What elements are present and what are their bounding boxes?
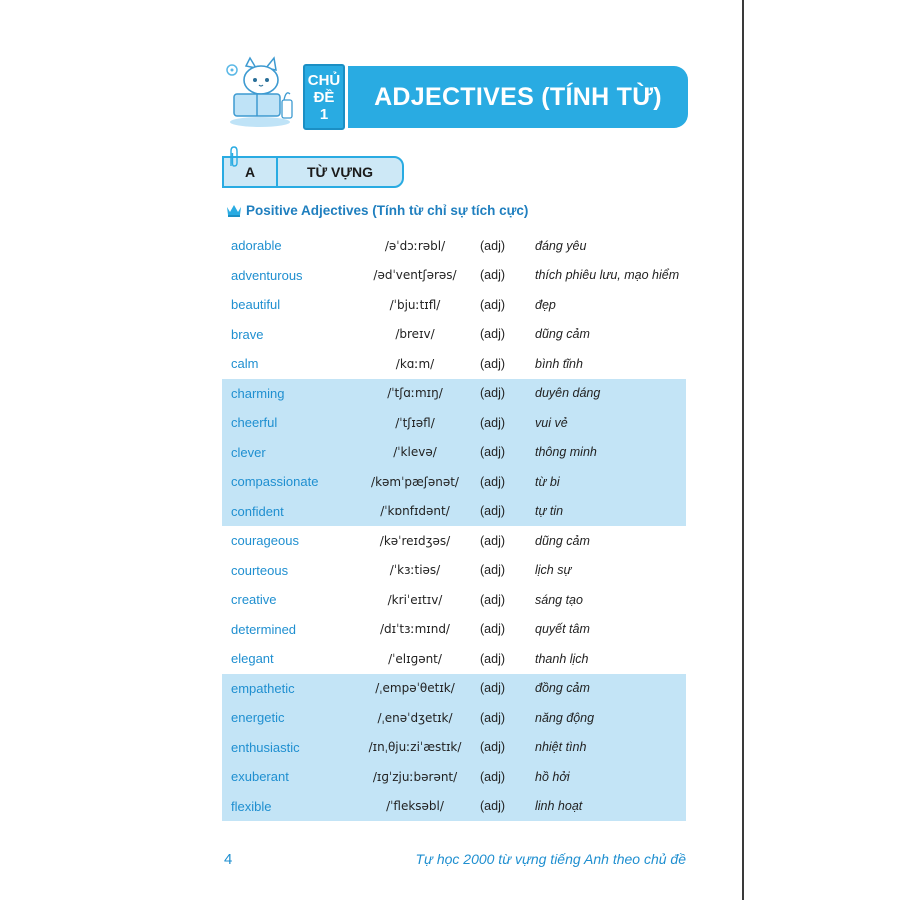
vocab-pos: (adj): [480, 563, 506, 578]
vocab-pos: (adj): [480, 592, 506, 607]
vocab-meaning: thanh lịch: [535, 651, 589, 666]
topic-number-badge: [303, 64, 345, 130]
vocab-meaning: thích phiêu lưu, mạo hiểm: [535, 268, 680, 283]
topic-number: 1: [319, 105, 329, 123]
vocab-word: flexible: [231, 798, 272, 814]
vocab-pos: (adj): [480, 327, 506, 342]
vocab-pos: (adj): [480, 622, 506, 637]
table-row: [222, 615, 686, 645]
vocab-word: beautiful: [231, 297, 281, 313]
vocab-meaning: nhiệt tình: [535, 740, 587, 755]
vocab-meaning: linh hoạt: [535, 799, 583, 814]
title-banner: [348, 66, 688, 128]
vocab-meaning: vui vẻ: [535, 415, 568, 430]
page-number: 4: [224, 851, 233, 868]
subheading: [226, 200, 528, 220]
book-title-footer: Tự học 2000 từ vựng tiếng Anh theo chủ đề: [415, 851, 686, 867]
vocab-pos: (adj): [480, 769, 506, 784]
vocab-pos: (adj): [480, 799, 506, 814]
vocab-meaning: năng động: [535, 710, 595, 725]
vocab-pos: (adj): [480, 297, 506, 312]
vocab-word: clever: [231, 444, 266, 460]
table-row: [222, 674, 686, 704]
vocab-word: enthusiastic: [231, 739, 300, 755]
vocab-word: compassionate: [231, 474, 319, 490]
vocab-meaning: quyết tâm: [535, 622, 590, 637]
vocab-meaning: lịch sự: [535, 563, 572, 578]
vocab-pos: (adj): [480, 533, 506, 548]
vocab-ipa: /ɪɡˈzjuːbərənt/: [372, 769, 458, 784]
vocab-meaning: sáng tạo: [535, 592, 583, 607]
vocab-ipa: /kɑːm/: [395, 356, 435, 371]
table-row: [222, 497, 686, 527]
vocab-word: adventurous: [231, 267, 303, 283]
vocab-meaning: dũng cảm: [535, 327, 590, 342]
vocab-meaning: duyên dáng: [535, 386, 601, 401]
vocab-ipa: /ədˈventʃərəs/: [373, 268, 457, 283]
table-row: [222, 290, 686, 320]
vocab-word: cheerful: [231, 415, 278, 431]
vocab-pos: (adj): [480, 474, 506, 489]
vocab-meaning: từ bi: [535, 474, 560, 489]
table-row: [222, 438, 686, 468]
cat-mascot-icon: [220, 56, 300, 130]
vocab-word: courteous: [231, 562, 289, 578]
vocab-ipa: /ˈfleksəbl/: [386, 799, 444, 814]
vocab-word: calm: [231, 356, 259, 372]
vocab-pos: (adj): [480, 710, 506, 725]
vocab-word: elegant: [231, 651, 274, 667]
vocab-meaning: dũng cảm: [535, 533, 590, 548]
vocab-ipa: /ˈkɜːtiəs/: [389, 563, 441, 578]
vocab-word: determined: [231, 621, 297, 637]
vocab-pos: (adj): [480, 386, 506, 401]
vocab-pos: (adj): [480, 268, 506, 283]
vocab-meaning: đồng cảm: [535, 681, 590, 696]
table-row: [222, 231, 686, 261]
vocab-word: confident: [231, 503, 284, 519]
vocab-ipa: /ˈelɪɡənt/: [388, 651, 442, 666]
vocab-pos: (adj): [480, 651, 506, 666]
crown-icon: [226, 203, 242, 217]
paperclip-icon: [228, 146, 240, 170]
vocab-meaning: thông minh: [535, 445, 597, 460]
table-row: [222, 467, 686, 497]
table-row: [222, 703, 686, 733]
vocab-word: brave: [231, 326, 264, 342]
vocab-ipa: /kriˈeɪtɪv/: [387, 592, 443, 607]
section-title: TỪ VỰNG: [306, 164, 373, 180]
vocab-ipa: /ɪnˌθjuːziˈæstɪk/: [368, 740, 462, 755]
table-row: [222, 585, 686, 615]
vocab-word: exuberant: [231, 769, 289, 785]
page-title: ADJECTIVES (TÍNH TỪ): [374, 82, 662, 111]
vocab-ipa: /ˈtʃɪəfl/: [395, 415, 435, 430]
vocab-pos: (adj): [480, 681, 506, 696]
subheading-text: Positive Adjectives (Tính từ chỉ sự tích cực): [246, 202, 529, 218]
table-row: [222, 762, 686, 792]
vocab-ipa: /ˈkɒnfɪdənt/: [380, 504, 450, 519]
table-row: [222, 733, 686, 763]
vocab-pos: (adj): [480, 740, 506, 755]
vocab-meaning: đẹp: [535, 297, 556, 312]
table-row: [222, 261, 686, 291]
table-row: [222, 792, 686, 822]
vocab-ipa: /ˈtʃɑːmɪŋ/: [387, 386, 443, 401]
vocab-word: adorable: [231, 238, 282, 254]
table-row: [222, 526, 686, 556]
section-header: [222, 156, 404, 188]
vocab-word: energetic: [231, 710, 285, 726]
vocab-table: [222, 231, 686, 821]
vocab-ipa: /kəˈreɪdʒəs/: [379, 533, 451, 548]
vocab-ipa: /dɪˈtɜːmɪnd/: [380, 622, 450, 637]
vocab-ipa: /ˌenəˈdʒetɪk/: [377, 710, 453, 725]
vocab-meaning: đáng yêu: [535, 238, 587, 253]
vocab-word: courageous: [231, 533, 299, 549]
vocab-ipa: /ˌempəˈθetɪk/: [375, 681, 455, 696]
table-row: [222, 320, 686, 350]
vocab-meaning: hồ hởi: [535, 769, 570, 784]
vocab-pos: (adj): [480, 238, 506, 253]
page-edge-divider: [742, 0, 744, 900]
section-letter: A: [224, 158, 278, 186]
vocab-pos: (adj): [480, 445, 506, 460]
vocab-word: empathetic: [231, 680, 295, 696]
table-row: [222, 408, 686, 438]
table-row: [222, 644, 686, 674]
vocab-pos: (adj): [480, 504, 506, 519]
vocab-meaning: tự tin: [535, 504, 564, 519]
table-row: [222, 349, 686, 379]
vocab-ipa: /breɪv/: [395, 327, 435, 342]
vocab-ipa: /kəmˈpæʃənət/: [371, 474, 459, 489]
vocab-ipa: /ˈbjuːtɪfl/: [389, 297, 441, 312]
vocab-meaning: bình tĩnh: [535, 356, 583, 371]
topic-label-line-2: ĐỀ: [313, 88, 335, 106]
table-row: [222, 379, 686, 409]
vocab-word: charming: [231, 385, 285, 401]
vocab-ipa: /əˈdɔːrəbl/: [384, 238, 446, 253]
vocab-ipa: /ˈklevə/: [393, 445, 437, 460]
topic-label-line-1: CHỦ: [307, 71, 341, 89]
vocab-word: creative: [231, 592, 277, 608]
vocab-pos: (adj): [480, 415, 506, 430]
table-row: [222, 556, 686, 586]
vocab-pos: (adj): [480, 356, 506, 371]
